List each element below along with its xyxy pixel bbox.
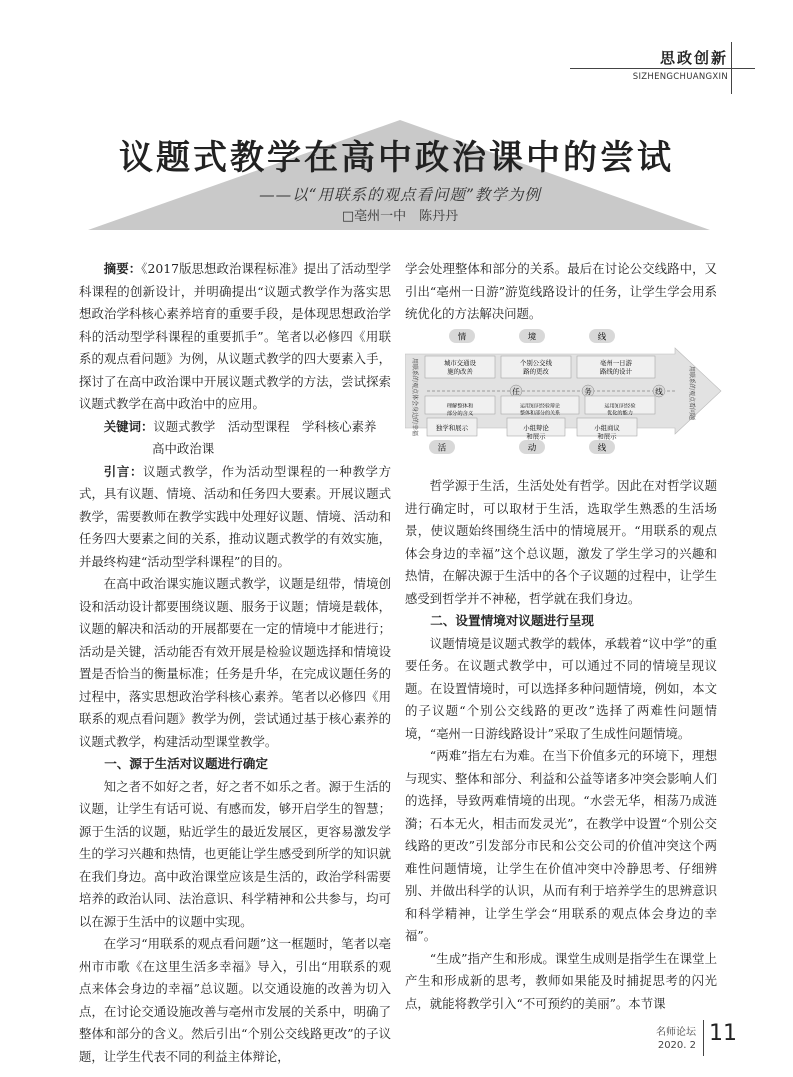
svg-text:亳州一日游路线的设计: 亳州一日游路线的设计 bbox=[600, 359, 632, 376]
top-badge-1 bbox=[449, 329, 475, 343]
bottom-badge-3 bbox=[589, 440, 615, 454]
svg-text:运用知识经验辩论整体和部分的关系: 运用知识经验辩论整体和部分的关系 bbox=[519, 403, 561, 417]
svg-text:境: 境 bbox=[527, 332, 537, 343]
svg-text:活: 活 bbox=[437, 443, 447, 454]
top-badge-3 bbox=[589, 329, 615, 343]
keywords-label: 关键词： bbox=[103, 418, 154, 434]
svg-text:线: 线 bbox=[597, 332, 607, 343]
intro-text: 议题式教学，作为活动型课程的一种教学方式，具有议题、情境、活动和任务四大要素。开展议题式教学，需要教师在教学实践中处理好议题、情境、活动和任务四大要素之间的关系，推动议题式教学的有效实施，并最终构建“活动型学科课程”的目的。 bbox=[79, 463, 392, 569]
svg-text:情: 情 bbox=[457, 332, 467, 343]
bottom-box-1 bbox=[427, 418, 477, 436]
top-box-1 bbox=[425, 356, 495, 378]
footer-date: 2020. 2 bbox=[657, 1040, 696, 1051]
svg-text:个别公交线路的更改: 个别公交线路的更改 bbox=[520, 359, 552, 376]
section-heading-2: 二、设置情境对议题进行呈现 bbox=[430, 613, 594, 628]
mid-badge-3 bbox=[653, 385, 665, 397]
mid-badge-2 bbox=[582, 385, 594, 397]
bottom-badge-1 bbox=[429, 440, 455, 454]
teaching-design-diagram bbox=[405, 326, 723, 456]
svg-text:动: 动 bbox=[527, 443, 537, 454]
bottom-badge-2 bbox=[519, 440, 545, 454]
mid-box-3 bbox=[585, 396, 655, 417]
svg-text:小组商议和展示: 小组商议和展示 bbox=[594, 424, 620, 441]
paragraph: 知之者不如好之者，好之者不如乐之者。源于生活的议题，让学生有话可说、有感而发，够开启学生的智慧；源于生活的议题，贴近学生的最近发展区，更容易激发学生的学习兴趣和热情，也更能让学生感受到所学的知识就在我们身边。高中政治课堂应该是生活的，政治学科需要培养的政治认同、法治意识、科学精神和公共参与，均可以在源于生活中的议题中实现。 bbox=[79, 778, 391, 929]
footer-rule bbox=[703, 1020, 704, 1056]
bottom-box-2 bbox=[507, 418, 565, 440]
keywords-line2: 高中政治课 bbox=[152, 441, 215, 456]
top-badge-2 bbox=[519, 329, 545, 343]
diagram-left-label: 用联系的观点体会身边的幸福 bbox=[411, 358, 418, 437]
bottom-box-3 bbox=[577, 418, 637, 440]
article-subtitle: ——以“用联系的观点看问题”教学为例 bbox=[259, 186, 541, 204]
keywords-line1: 议题式教学 活动型课程 学科核心素养 bbox=[153, 418, 377, 434]
svg-text:城市交通设施的改善: 城市交通设施的改善 bbox=[444, 359, 476, 376]
svg-text:运用知识经验优化的能力: 运用知识经验优化的能力 bbox=[604, 403, 636, 417]
right-column-top bbox=[405, 258, 717, 326]
svg-text:小组辩论和展示: 小组辩论和展示 bbox=[523, 424, 549, 441]
article-title: 议题式教学在高中政治课中的尝试 bbox=[119, 138, 674, 178]
mid-box-2 bbox=[501, 396, 579, 417]
paragraph: 在高中政治课实施议题式教学，议题是纽带，情境创设和活动设计都要围绕议题、服务于议题；情境是载体，议题的解决和活动的开展都要在一定的情境中才能进行；活动是关键，活动能否有效开展是检验议题选择和情境设置是否恰当的衡量标准；任务是升华，在完成议题任务的过程中，落实思想政治学科核心素养。笔者以必修四《用联系的观点看问题》教学为例，尝试通过基于核心素养的议题式教学，构建活动型课堂教学。 bbox=[79, 576, 391, 749]
svg-text:理解整体和部分的含义: 理解整体和部分的含义 bbox=[446, 403, 474, 417]
mid-badge-1 bbox=[510, 385, 522, 397]
abstract bbox=[79, 258, 391, 416]
column-title: 思政创新 bbox=[659, 49, 728, 67]
abstract-text: 《2017版思想政治课程标准》提出了活动型学科课程的创新设计，并明确提出“议题式教学作为落实思想政治学科核心素养培育的重要手段，是体现思想政治学科的活动型学科课程的重要抓手”。笔者以必修四《用联系的观点看问题》为例，从议题式教学的四大要素入手，探讨了在高中政治课中开展议题式教学的方法，尝试探索议题式教学在高中政治中的应用。 bbox=[79, 261, 392, 411]
paragraph: 学会处理整体和部分的关系。最后在讨论公交线路中，又引出“亳州一日游”游览线路设计的任务，让学生学会用系统优化的方法解决问题。 bbox=[405, 261, 717, 321]
diagram-right-label: 用联系的观点看问题 bbox=[688, 366, 695, 421]
intro bbox=[79, 461, 391, 574]
intro-label: 引言： bbox=[103, 463, 144, 479]
mid-box-1 bbox=[425, 396, 495, 417]
svg-text:线: 线 bbox=[655, 387, 663, 396]
paragraph: 议题情境是议题式教学的载体，承载着“议中学”的重要任务。在议题式教学中，可以通过不同的情境呈现议题。在设置情境时，可以选择多种问题情境，例如，本文的子议题“个别公交线路的更改”选择了两难性问题情境，“亳州一日游线路设计”采取了生成性问题情境。 bbox=[405, 635, 717, 741]
column-pinyin: SIZHENGCHUANGXIN bbox=[632, 72, 728, 82]
keywords-cont bbox=[79, 438, 391, 461]
svg-text:独学和展示: 独学和展示 bbox=[436, 424, 468, 432]
right-column bbox=[405, 475, 717, 1015]
paragraph: “生成”指产生和形成。课堂生成则是指学生在课堂上产生和形成新的思考，教师如果能及时捕捉思考的闪光点，就能将教学引入“不可预约的美丽”。本节课 bbox=[405, 950, 717, 1011]
abstract-label: 摘要： bbox=[103, 261, 142, 276]
top-box-2 bbox=[501, 356, 571, 378]
svg-text:任: 任 bbox=[512, 387, 520, 396]
section-heading-1: 一、源于生活对议题进行确定 bbox=[104, 756, 268, 771]
article-author: □亳州一中 陈丹丹 bbox=[341, 209, 459, 224]
paragraph: 哲学源于生活，生活处处有哲学。因此在对哲学议题进行确定时，可以取材于生活，选取学生熟悉的生活场景，使议题始终围绕生活中的情境展开。“用联系的观点体会身边的幸福”这个总议题，激发了学生学习的兴趣和热情，在解决源于生活中的各个子议题的过程中，让学生感受到哲学并不神秘，哲学就在我们身边。 bbox=[405, 478, 717, 606]
svg-text:线: 线 bbox=[597, 443, 607, 454]
left-column bbox=[79, 258, 391, 1068]
top-box-3 bbox=[577, 356, 655, 378]
paragraph: “两难”指左右为难。在当下价值多元的环境下，理想与现实、整体和部分、利益和公益等诸多冲突会影响人们的选择，导致两难情境的出现。“水尝无华，相荡乃成涟漪；石本无火，相击而发灵光”，在教学中设置“个别公交线路的更改”引发部分市民和公交公司的价值冲突这个两难性问题情境，让学生在价值冲突中冷静思考、仔细辨别、并做出科学的认识，从而有利于培养学生的思辨意识和科学精神，让学生学会“用联系的观点体会身边的幸福”。 bbox=[405, 748, 717, 943]
svg-text:务: 务 bbox=[584, 387, 592, 396]
keywords bbox=[79, 416, 391, 439]
paragraph: 在学习“用联系的观点看问题”这一框题时，笔者以亳州市市歌《在这里生活多幸福》导入，引出“用联系的观点来体会身边的幸福”总议题。以交通设施的改善为切入点，在讨论交通设施改善与亳州市发展的关系中，明确了整体和部分的含义。然后引出“个别公交线路更改”的子议题，让学生代表不同的利益主体辩论， bbox=[79, 936, 391, 1064]
footer-journal: 名师论坛 bbox=[656, 1027, 696, 1038]
page-number: 11 bbox=[709, 1021, 737, 1046]
header-vertical-rule bbox=[731, 42, 732, 94]
header-rule bbox=[570, 68, 755, 69]
